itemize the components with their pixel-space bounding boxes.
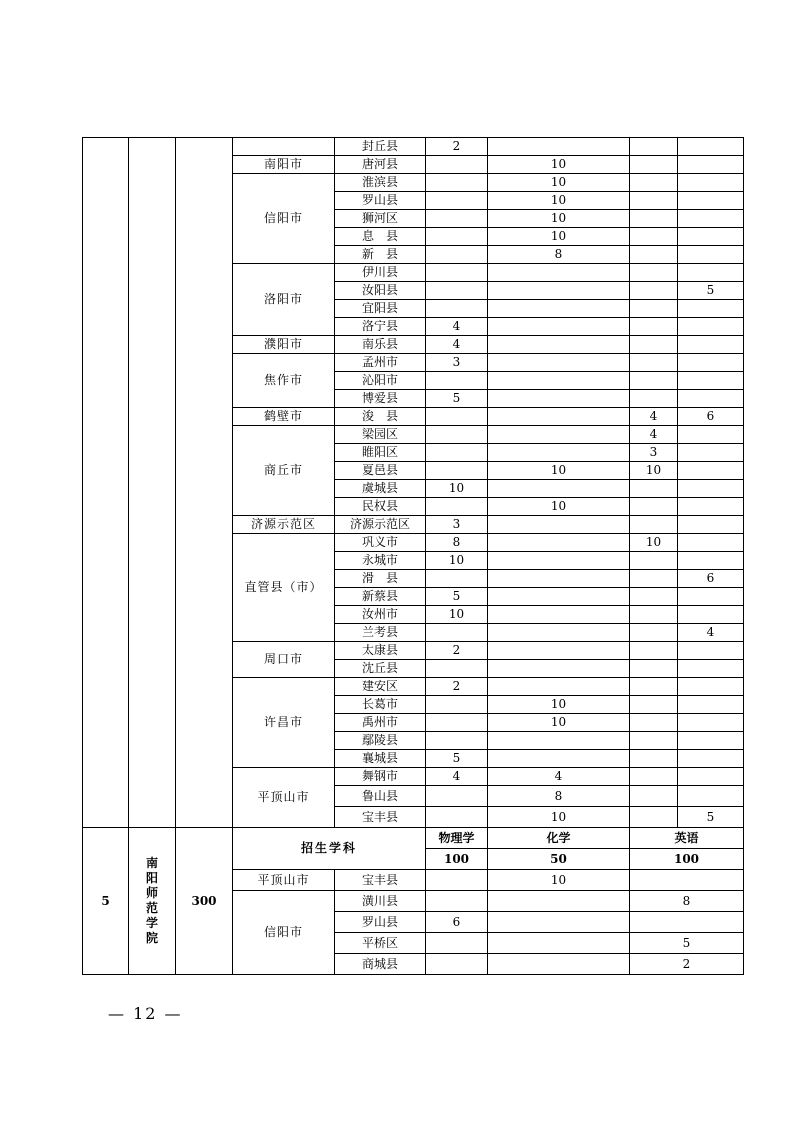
quota-cell: 4 (678, 624, 744, 642)
quota-cell (426, 660, 488, 678)
quota-cell (630, 480, 678, 498)
county-cell: 宜阳县 (335, 300, 426, 318)
quota-cell: 10 (426, 552, 488, 570)
total-cell (176, 138, 233, 828)
quota-cell (630, 570, 678, 588)
quota-cell (426, 300, 488, 318)
quota-cell (678, 390, 744, 408)
quota-cell: 8 (488, 246, 630, 264)
quota-cell (488, 282, 630, 300)
city-cell: 济源示范区 (233, 516, 335, 534)
quota-cell: 2 (630, 954, 744, 975)
quota-cell (630, 807, 678, 828)
quota-cell (426, 174, 488, 192)
city-cell (233, 138, 335, 156)
page-number: — 12 — (108, 1004, 183, 1023)
quota-cell (426, 228, 488, 246)
quota-cell (678, 462, 744, 480)
quota-cell (678, 498, 744, 516)
county-cell: 济源示范区 (335, 516, 426, 534)
quota-cell (630, 228, 678, 246)
quota-cell (488, 933, 630, 954)
quota-cell (488, 318, 630, 336)
quota-cell: 10 (488, 156, 630, 174)
school-cell (129, 138, 176, 828)
quota-cell: 5 (630, 933, 744, 954)
city-cell: 平顶山市 (233, 870, 335, 891)
quota-cell (630, 642, 678, 660)
quota-cell: 10 (488, 210, 630, 228)
quota-cell: 10 (488, 870, 630, 891)
quota-cell (488, 606, 630, 624)
subject-quota: 50 (488, 849, 630, 870)
school-name-char: 南 (145, 856, 158, 870)
quota-cell: 6 (426, 912, 488, 933)
quota-cell (426, 282, 488, 300)
quota-cell (630, 732, 678, 750)
quota-cell (630, 318, 678, 336)
quota-cell (630, 192, 678, 210)
quota-cell (678, 264, 744, 282)
quota-cell (678, 480, 744, 498)
quota-cell: 5 (426, 750, 488, 768)
quota-cell (630, 372, 678, 390)
subject-quota: 100 (630, 849, 744, 870)
quota-cell (426, 786, 488, 807)
county-cell: 淮滨县 (335, 174, 426, 192)
quota-cell (488, 732, 630, 750)
quota-cell (678, 606, 744, 624)
quota-cell (678, 768, 744, 786)
subject-quota: 100 (426, 849, 488, 870)
quota-cell (426, 498, 488, 516)
quota-cell (426, 192, 488, 210)
quota-cell (678, 246, 744, 264)
quota-cell (488, 354, 630, 372)
county-cell: 民权县 (335, 498, 426, 516)
county-cell: 新 县 (335, 246, 426, 264)
quota-cell (678, 678, 744, 696)
quota-cell (426, 156, 488, 174)
subject-header: 化学 (488, 828, 630, 849)
quota-cell (630, 336, 678, 354)
county-cell: 罗山县 (335, 912, 426, 933)
quota-cell: 3 (426, 516, 488, 534)
quota-cell (678, 372, 744, 390)
county-cell: 狮河区 (335, 210, 426, 228)
county-cell: 滑 县 (335, 570, 426, 588)
quota-cell (678, 534, 744, 552)
county-cell: 沁阳市 (335, 372, 426, 390)
city-cell: 南阳市 (233, 156, 335, 174)
quota-cell (426, 210, 488, 228)
school-name-char: 院 (145, 931, 158, 945)
county-cell: 新蔡县 (335, 588, 426, 606)
quota-cell (678, 426, 744, 444)
quota-cell: 3 (630, 444, 678, 462)
quota-cell: 5 (678, 282, 744, 300)
quota-cell (678, 786, 744, 807)
county-cell: 罗山县 (335, 192, 426, 210)
city-cell: 周口市 (233, 642, 335, 678)
county-cell: 洛宁县 (335, 318, 426, 336)
table-row (83, 138, 744, 156)
subjects-label: 招生学科 (233, 828, 426, 870)
county-cell: 禹州市 (335, 714, 426, 732)
quota-cell (488, 264, 630, 282)
quota-cell: 3 (426, 354, 488, 372)
quota-cell (488, 954, 630, 975)
city-cell: 平顶山市 (233, 768, 335, 828)
quota-cell (630, 390, 678, 408)
county-cell: 伊川县 (335, 264, 426, 282)
subject-header-row (83, 828, 744, 849)
city-cell: 直管县（市） (233, 534, 335, 642)
county-cell: 建安区 (335, 678, 426, 696)
quota-cell (678, 516, 744, 534)
county-cell: 商城县 (335, 954, 426, 975)
quota-cell: 10 (630, 462, 678, 480)
county-cell: 南乐县 (335, 336, 426, 354)
school-name-char: 师 (145, 886, 158, 900)
city-cell: 许昌市 (233, 678, 335, 768)
quota-cell: 8 (630, 891, 744, 912)
quota-cell (630, 606, 678, 624)
quota-cell (630, 282, 678, 300)
quota-cell (630, 354, 678, 372)
quota-cell (630, 552, 678, 570)
quota-cell: 10 (488, 696, 630, 714)
county-cell: 鲁山县 (335, 786, 426, 807)
county-cell: 太康县 (335, 642, 426, 660)
quota-cell (488, 660, 630, 678)
quota-cell (488, 534, 630, 552)
county-cell: 息 县 (335, 228, 426, 246)
city-cell: 焦作市 (233, 354, 335, 408)
county-cell: 唐河县 (335, 156, 426, 174)
quota-cell (678, 228, 744, 246)
table-body (83, 138, 744, 975)
quota-cell (630, 786, 678, 807)
quota-cell (488, 138, 630, 156)
quota-cell (488, 300, 630, 318)
quota-cell: 10 (488, 462, 630, 480)
quota-cell (488, 480, 630, 498)
city-cell: 濮阳市 (233, 336, 335, 354)
quota-cell (678, 318, 744, 336)
quota-cell (426, 624, 488, 642)
quota-cell (630, 624, 678, 642)
quota-cell (630, 870, 744, 891)
quota-cell: 4 (630, 408, 678, 426)
quota-cell (678, 174, 744, 192)
quota-cell (630, 714, 678, 732)
county-cell: 舞钢市 (335, 768, 426, 786)
quota-cell (426, 570, 488, 588)
county-cell: 平桥区 (335, 933, 426, 954)
quota-cell (426, 714, 488, 732)
county-cell: 虞城县 (335, 480, 426, 498)
quota-cell (630, 912, 744, 933)
quota-cell (678, 300, 744, 318)
quota-cell: 2 (426, 678, 488, 696)
school-name-char: 范 (145, 901, 158, 915)
quota-cell: 5 (426, 390, 488, 408)
quota-cell (488, 552, 630, 570)
county-cell: 汝州市 (335, 606, 426, 624)
quota-cell (488, 570, 630, 588)
quota-cell (678, 210, 744, 228)
quota-cell (426, 732, 488, 750)
quota-cell (630, 174, 678, 192)
school-cell (129, 828, 176, 975)
quota-cell (630, 138, 678, 156)
county-cell: 鄢陵县 (335, 732, 426, 750)
quota-cell (630, 156, 678, 174)
quota-cell (488, 336, 630, 354)
school-name-char: 学 (145, 916, 158, 930)
quota-cell (630, 588, 678, 606)
quota-cell (630, 264, 678, 282)
county-cell: 沈丘县 (335, 660, 426, 678)
county-cell: 长葛市 (335, 696, 426, 714)
quota-cell (426, 696, 488, 714)
county-cell: 封丘县 (335, 138, 426, 156)
quota-cell (678, 714, 744, 732)
county-cell: 孟州市 (335, 354, 426, 372)
county-cell: 睢阳区 (335, 444, 426, 462)
county-cell: 宝丰县 (335, 807, 426, 828)
quota-cell: 6 (678, 408, 744, 426)
quota-cell (488, 372, 630, 390)
quota-cell: 10 (488, 807, 630, 828)
quota-cell (426, 933, 488, 954)
quota-cell: 10 (488, 174, 630, 192)
quota-cell (488, 912, 630, 933)
index-cell (83, 138, 129, 828)
quota-cell: 4 (426, 768, 488, 786)
quota-cell (630, 210, 678, 228)
quota-cell: 8 (426, 534, 488, 552)
quota-cell: 10 (426, 480, 488, 498)
quota-cell (488, 516, 630, 534)
county-cell: 梁园区 (335, 426, 426, 444)
quota-cell: 8 (488, 786, 630, 807)
total-cell: 300 (176, 828, 233, 975)
quota-cell (678, 660, 744, 678)
city-cell: 洛阳市 (233, 264, 335, 336)
quota-cell (488, 426, 630, 444)
quota-cell: 10 (426, 606, 488, 624)
county-cell: 汝阳县 (335, 282, 426, 300)
quota-cell (630, 678, 678, 696)
quota-cell (488, 588, 630, 606)
county-cell: 永城市 (335, 552, 426, 570)
county-cell: 宝丰县 (335, 870, 426, 891)
quota-cell: 4 (488, 768, 630, 786)
quota-cell (630, 750, 678, 768)
county-cell: 潢川县 (335, 891, 426, 912)
quota-cell (678, 138, 744, 156)
quota-cell: 2 (426, 138, 488, 156)
quota-cell (488, 444, 630, 462)
county-cell: 兰考县 (335, 624, 426, 642)
quota-cell (678, 354, 744, 372)
city-cell: 鹤壁市 (233, 408, 335, 426)
city-cell: 商丘市 (233, 426, 335, 516)
quota-cell (678, 642, 744, 660)
quota-cell: 5 (426, 588, 488, 606)
quota-cell (488, 624, 630, 642)
quota-cell (678, 192, 744, 210)
quota-cell (426, 807, 488, 828)
quota-cell (678, 444, 744, 462)
quota-cell: 5 (678, 807, 744, 828)
quota-table (82, 137, 744, 975)
quota-cell (630, 246, 678, 264)
quota-cell (426, 444, 488, 462)
quota-cell (678, 156, 744, 174)
quota-cell (426, 426, 488, 444)
quota-cell (488, 390, 630, 408)
county-cell: 浚 县 (335, 408, 426, 426)
quota-cell: 4 (630, 426, 678, 444)
county-cell: 巩义市 (335, 534, 426, 552)
subject-header: 物理学 (426, 828, 488, 849)
quota-cell: 2 (426, 642, 488, 660)
quota-cell (678, 336, 744, 354)
quota-cell: 6 (678, 570, 744, 588)
county-cell: 博爱县 (335, 390, 426, 408)
city-cell: 信阳市 (233, 174, 335, 264)
quota-cell (678, 732, 744, 750)
city-cell: 信阳市 (233, 891, 335, 975)
subject-header: 英语 (630, 828, 744, 849)
quota-cell (488, 678, 630, 696)
quota-cell: 10 (488, 192, 630, 210)
school-name-char: 阳 (145, 871, 158, 885)
quota-cell (678, 750, 744, 768)
quota-cell (630, 660, 678, 678)
quota-cell: 10 (488, 498, 630, 516)
quota-cell (426, 870, 488, 891)
quota-cell (488, 750, 630, 768)
quota-cell (678, 552, 744, 570)
quota-cell (488, 891, 630, 912)
quota-cell (426, 264, 488, 282)
county-cell: 襄城县 (335, 750, 426, 768)
quota-cell (426, 462, 488, 480)
quota-cell: 10 (488, 714, 630, 732)
quota-cell (426, 891, 488, 912)
quota-cell: 4 (426, 318, 488, 336)
quota-cell (426, 408, 488, 426)
quota-cell: 4 (426, 336, 488, 354)
quota-cell (488, 408, 630, 426)
quota-cell (678, 696, 744, 714)
county-cell: 夏邑县 (335, 462, 426, 480)
quota-cell (488, 642, 630, 660)
quota-cell (426, 372, 488, 390)
quota-cell (630, 300, 678, 318)
quota-cell (630, 516, 678, 534)
quota-cell: 10 (630, 534, 678, 552)
quota-cell (678, 588, 744, 606)
quota-cell (630, 498, 678, 516)
quota-cell (426, 954, 488, 975)
quota-cell: 10 (488, 228, 630, 246)
quota-cell (426, 246, 488, 264)
quota-cell (630, 696, 678, 714)
index-cell: 5 (83, 828, 129, 975)
quota-cell (630, 768, 678, 786)
